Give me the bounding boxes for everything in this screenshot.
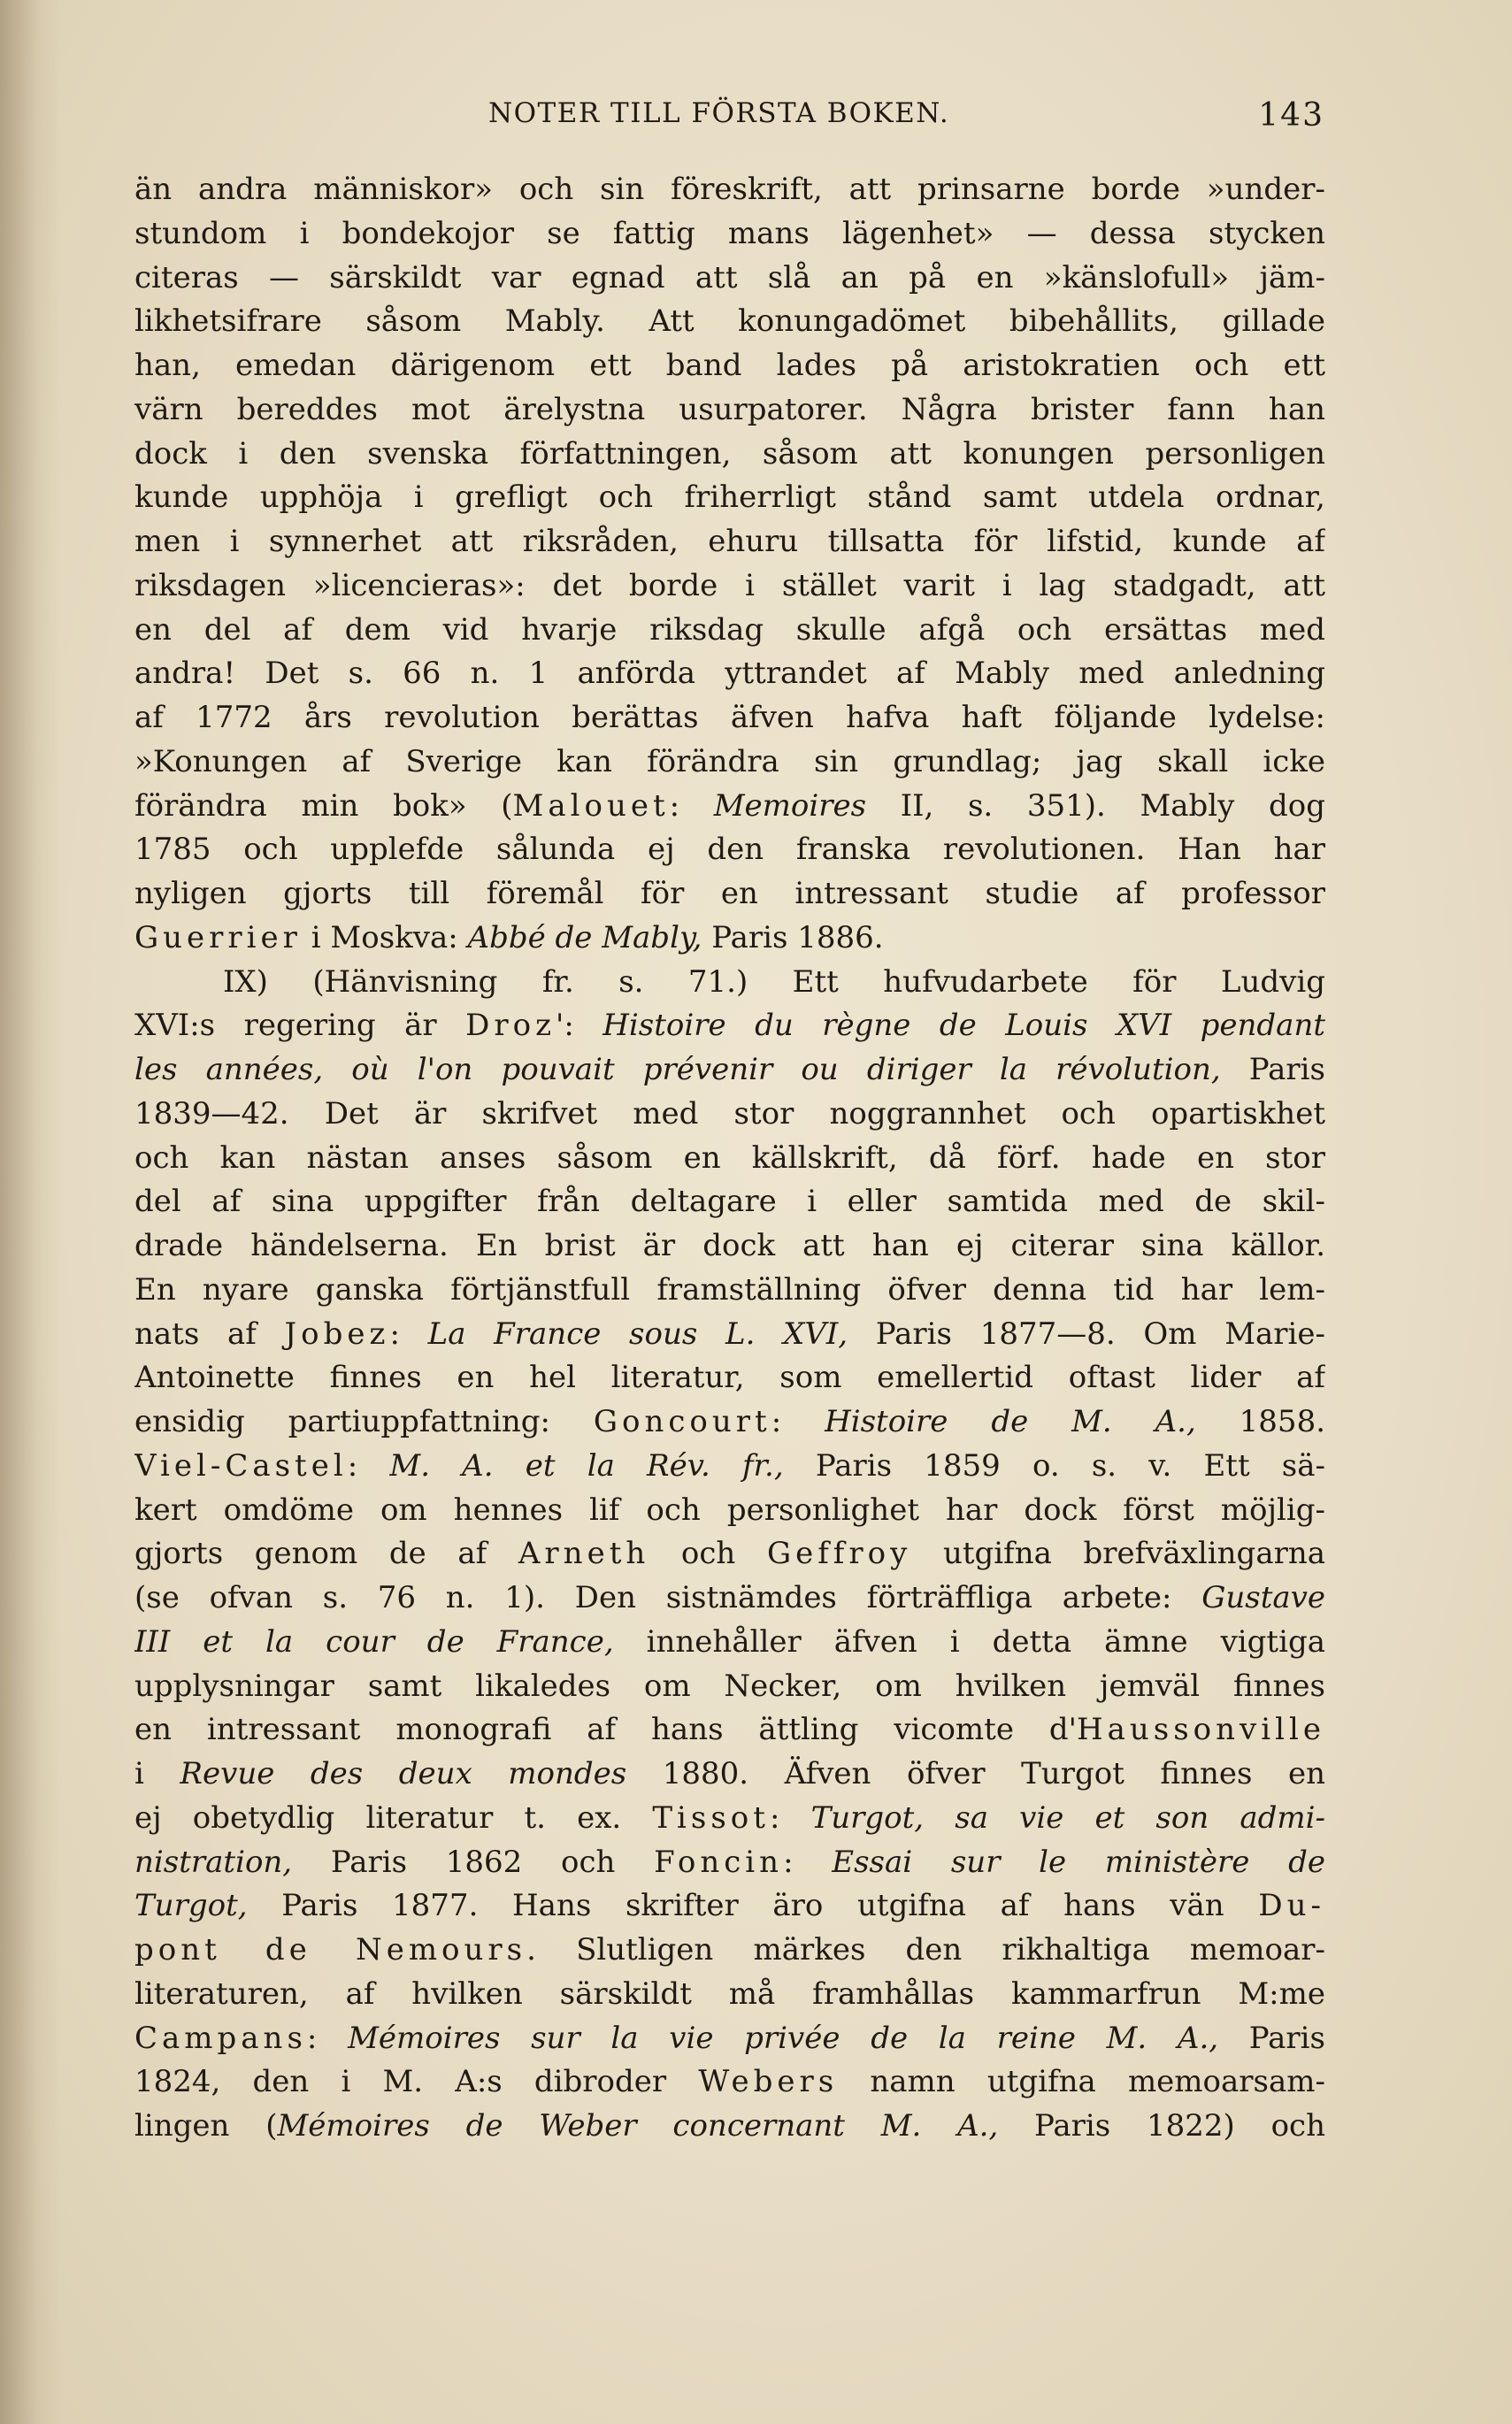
text-line: en del af dem vid hvarje riksdag skulle afgå och ersättas med (134, 611, 1325, 648)
author-name: Tissot (652, 1799, 770, 1836)
text-line: af 1772 års revolution berättas äfven hafva haft följande lydelse: (134, 700, 1325, 735)
text-line: Turgot, Paris 1877. Hans skrifter äro utgifna af hans vän Du- (134, 1888, 1325, 1924)
book-title: M. A. et la Rév. fr., (389, 1447, 784, 1484)
book-title: les années, où l'on pouvait prévenir ou diriger la révolution, (134, 1052, 1221, 1087)
text-line: ej obetydlig literatur t. ex. Tissot: Turgot, sa vie et son admi- (134, 1799, 1325, 1836)
book-title: Revue des deux mondes (180, 1756, 627, 1791)
text-line: del af sina uppgifter från deltagare i eller samtida med de skil- (134, 1184, 1325, 1220)
author-name: Geffroy (766, 1536, 912, 1572)
text-line: Viel-Castel: M. A. et la Rév. fr., Paris 1859 o. s. v. Ett sä- (134, 1447, 1325, 1484)
text-line: ensidig partiuppfattning: Goncourt: Histoire de M. A., 1858. (134, 1404, 1325, 1439)
binding-shadow (0, 0, 62, 2424)
text-line: literaturen, af hvilken särskildt må framhållas kammarfrun M:me (134, 1975, 1325, 2012)
notes-text (134, 168, 1325, 2149)
page-number: 143 (1258, 97, 1324, 134)
text-line: »Konungen af Sverige kan förändra sin grundlag; jag skall icke (134, 743, 1325, 779)
text-line: Campans: Mémoires sur la vie privée de la reine M. A., Paris (134, 2020, 1325, 2056)
text-line: (se ofvan s. 76 n. 1). Den sistnämdes förträffliga arbete: Gustave (134, 1580, 1325, 1615)
text-line: XVI:s regering är Droz': Histoire du règne de Louis XVI pendant (134, 1008, 1325, 1044)
book-title: Turgot, (134, 1888, 248, 1924)
text-line: lingen (Mémoires de Weber concernant M. A., Paris 1822) och (134, 2108, 1325, 2144)
text-line: III et la cour de France, innehåller äfven i detta ämne vigtiga (134, 1623, 1325, 1660)
author-name: Du- (1258, 1888, 1325, 1924)
book-title: Mémoires sur la vie privée de la reine M. A., (348, 2020, 1219, 2056)
text-line: dock i den svenska författningen, såsom att konungen personligen (134, 435, 1325, 472)
text-line: kunde upphöja i grefligt och friherrligt stånd samt utdela ordnar, (134, 479, 1325, 516)
text-line: och kan nästan anses såsom en källskrift, då förf. hade en stor (134, 1139, 1325, 1176)
text-line: Guerrier i Moskva: Abbé de Mably, Paris 1886. (134, 919, 884, 955)
text-line: les années, où l'on pouvait prévenir ou diriger la révolution, Paris (134, 1052, 1325, 1087)
text-line: andra! Det s. 66 n. 1 anförda yttrandet af Mably med anledning (134, 656, 1325, 692)
author-name: Guerrier (134, 919, 302, 955)
text-line: stundom i bondekojor se fattig mans lägenhet» — dessa stycken (134, 215, 1325, 251)
book-title: Gustave (1201, 1580, 1325, 1615)
text-line: upplysningar samt likaledes om Necker, om hvilken jemväl finnes (134, 1668, 1325, 1704)
text-line: nistration, Paris 1862 och Foncin: Essai sur le ministère de (134, 1844, 1325, 1880)
book-title: La France sous L. XVI, (427, 1316, 848, 1352)
book-title: Histoire de M. A., (825, 1404, 1196, 1439)
text-line: drade händelserna. En brist är dock att han ej citerar sina källor. (134, 1228, 1325, 1263)
author-name: Foncin (654, 1844, 784, 1880)
text-line: förändra min bok» (Malouet: Memoires II, s. 351). Mably dog (134, 787, 1325, 824)
text-line: IX) (Hänvisning fr. s. 71.) Ett hufvudarbete för Ludvig (223, 963, 1325, 1000)
text-line: 1839—42. Det är skrifvet med stor noggrannhet och opartiskhet (134, 1095, 1325, 1131)
text-line: en intressant monografi af hans ättling vicomte d'Haussonville (134, 1712, 1325, 1748)
text-line: i Revue des deux mondes 1880. Äfven öfver Turgot finnes en (134, 1756, 1325, 1791)
book-title: Turgot, sa vie et son admi- (810, 1799, 1325, 1836)
text-line: likhetsifrare såsom Mably. Att konungadömet bibehållits, gillade (134, 303, 1325, 340)
text-line: han, emedan därigenom ett band lades på aristokratien och ett (134, 348, 1325, 383)
author-name: Arneth (518, 1536, 650, 1572)
text-line: nyligen gjorts till föremål för en intressant studie af professor (134, 876, 1325, 911)
text-line: 1785 och upplefde sålunda ej den franska revolutionen. Han har (134, 832, 1325, 868)
book-title: III et la cour de France, (134, 1623, 614, 1660)
text-line: citeras — särskildt var egnad att slå an på en »känslofull» jäm- (134, 259, 1325, 295)
text-line: 1824, den i M. A:s dibroder Webers namn utgifna memoarsam- (134, 2064, 1325, 2100)
book-title: Histoire du règne de Louis XVI pendant (602, 1008, 1325, 1044)
text-line: men i synnerhet att riksråden, ehuru tillsatta för lifstid, kunde af (134, 524, 1325, 559)
text-line: nats af Jobez: La France sous L. XVI, Paris 1877—8. Om Marie- (134, 1316, 1325, 1352)
author-name: Campans (134, 2020, 307, 2056)
book-title: Memoires (713, 787, 867, 824)
text-line: riksdagen »licencieras»: det borde i stället varit i lag stadgadt, att (134, 567, 1325, 603)
page-header (133, 97, 1324, 142)
book-title: nistration, (134, 1844, 293, 1880)
author-name: Droz (465, 1008, 556, 1044)
author-name: pont de Nemours (134, 1932, 527, 1968)
author-name: Jobez (284, 1316, 390, 1352)
text-line: värn bereddes mot ärelystna usurpatorer. Några brister fann han (134, 391, 1325, 427)
running-title: NOTER TILL FÖRSTA BOKEN. (488, 97, 950, 129)
book-title: Mémoires de Weber concernant M. A., (277, 2108, 999, 2144)
author-name: Webers (698, 2064, 839, 2100)
author-name: Goncourt (593, 1404, 771, 1439)
text-line: En nyare ganska förtjänstfull framställning öfver denna tid har lem- (134, 1271, 1325, 1308)
text-line: pont de Nemours. Slutligen märkes den rikhaltiga memoar- (134, 1932, 1325, 1968)
author-name: Viel-Castel (134, 1447, 348, 1484)
book-title: Essai sur le ministère de (832, 1844, 1325, 1880)
author-name: Malouet (512, 787, 670, 824)
text-line: gjorts genom de af Arneth och Geffroy utgifna brefväxlingarna (134, 1536, 1325, 1572)
book-title: Abbé de Mably, (467, 919, 702, 955)
text-line: kert omdöme om hennes lif och personlighet har dock först möjlig- (134, 1492, 1325, 1528)
text-line: Antoinette finnes en hel literatur, som emellertid oftast lider af (134, 1360, 1325, 1396)
author-name: Haussonville (1076, 1712, 1325, 1748)
text-line: än andra människor» och sin föreskrift, att prinsarne borde »under- (134, 172, 1325, 207)
